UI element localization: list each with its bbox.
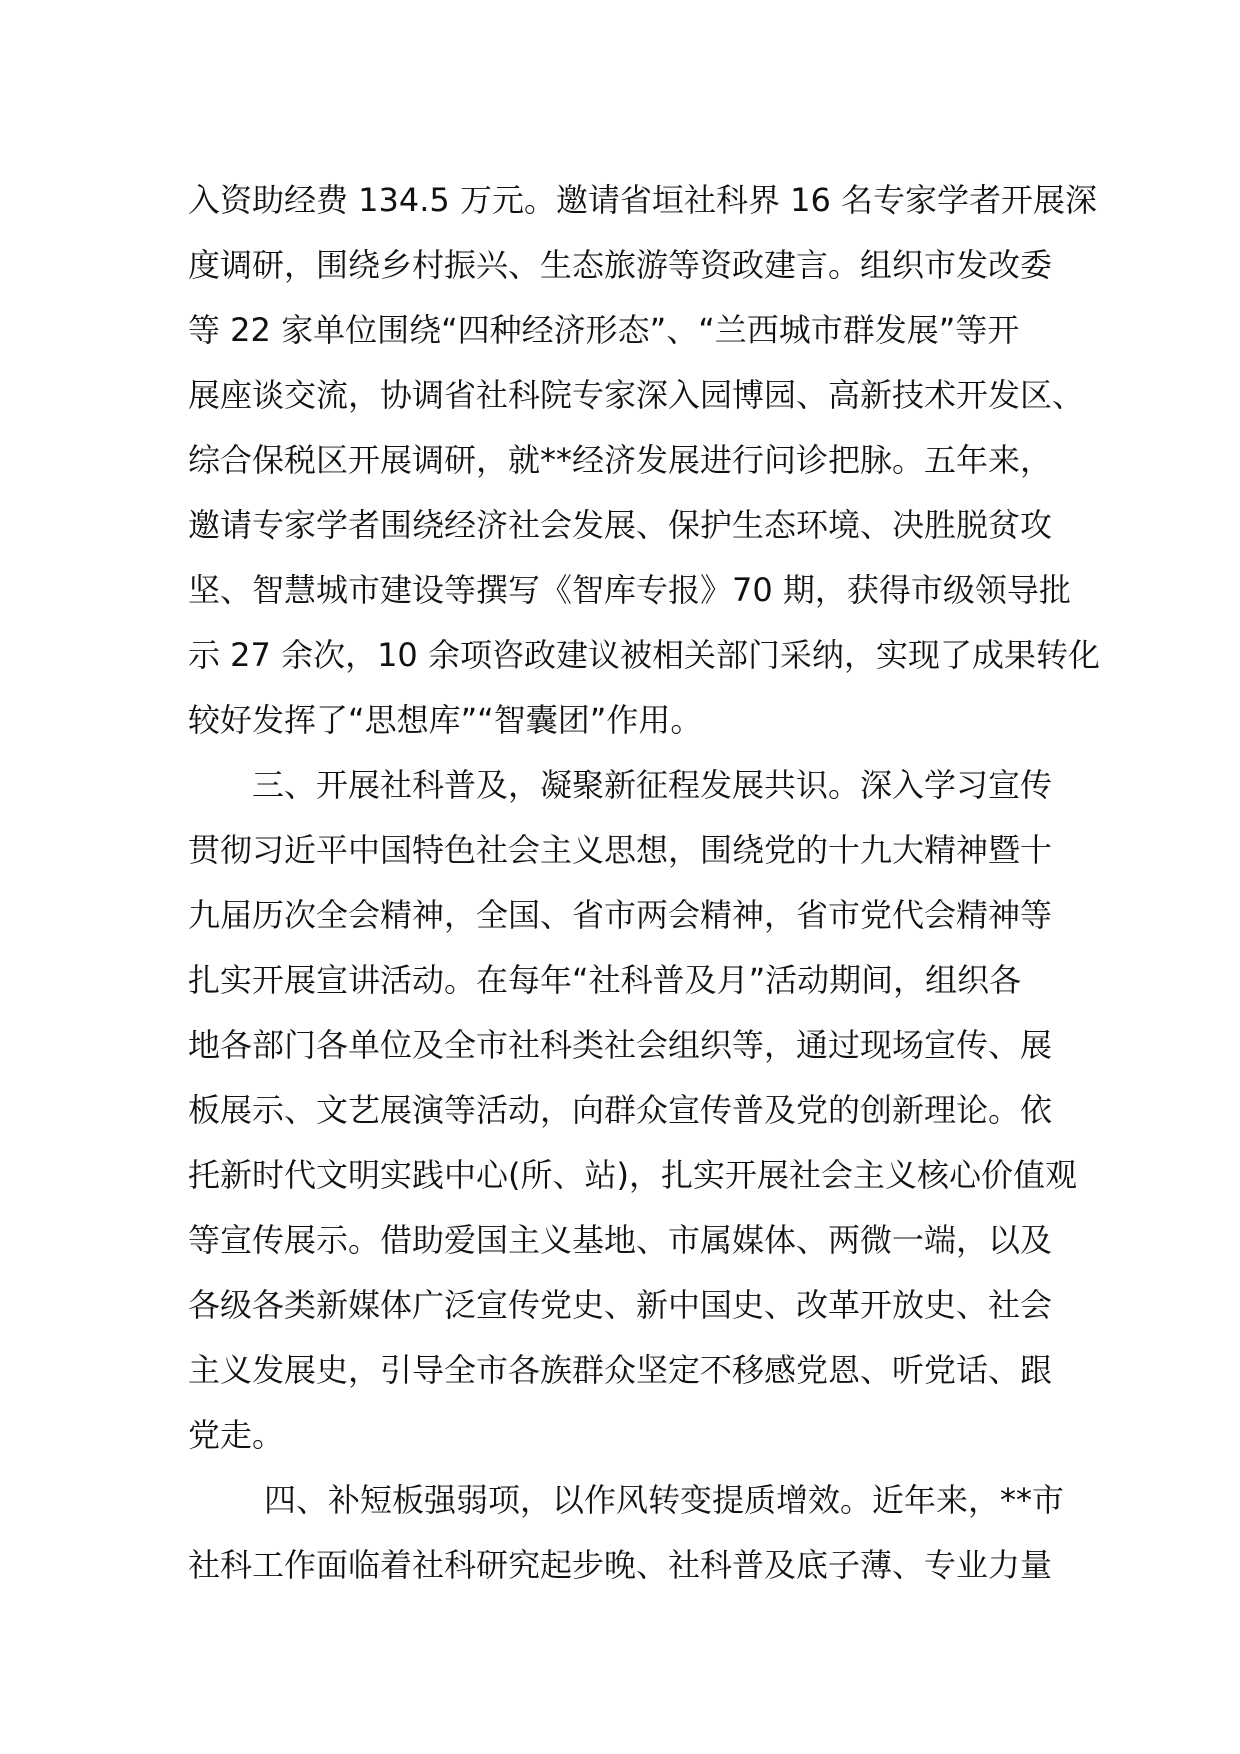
paragraph-line: 托新时代文明实践中心(所、站)，扎实开展社会主义核心价值观	[188, 1156, 1077, 1194]
paragraph-line: 九届历次全会精神，全国、省市两会精神，省市党代会精神等	[188, 896, 1053, 934]
document-body	[188, 168, 1100, 1598]
paragraph-line: 展座谈交流，协调省社科院专家深入园博园、高新技术开发区、	[188, 376, 1085, 414]
paragraph-line: 综合保税区开展调研，就**经济发展进行问诊把脉。五年来，	[188, 441, 1053, 479]
paragraph-line: 主义发展史，引导全市各族群众坚定不移感党恩、听党话、跟	[188, 1351, 1053, 1389]
section-heading-line: 四、补短板强弱项，以作风转变提质增效。近年来，**市	[264, 1481, 1065, 1519]
paragraph-line: 坚、智慧城市建设等撰写《智库专报》70 期，获得市级领导批	[188, 571, 1071, 609]
paragraph-line: 各级各类新媒体广泛宣传党史、新中国史、改革开放史、社会	[188, 1286, 1053, 1324]
paragraph-line: 等宣传展示。借助爱国主义基地、市属媒体、两微一端，以及	[188, 1221, 1053, 1259]
paragraph-line: 较好发挥了“思想库”“智囊团”作用。	[188, 701, 703, 739]
paragraph-line: 板展示、文艺展演等活动，向群众宣传普及党的创新理论。依	[188, 1091, 1053, 1129]
paragraph-line: 邀请专家学者围绕经济社会发展、保护生态环境、决胜脱贫攻	[188, 506, 1053, 544]
paragraph-line: 贯彻习近平中国特色社会主义思想，围绕党的十九大精神暨十	[188, 831, 1053, 869]
paragraph-line: 入资助经费 134.5 万元。邀请省垣社科界 16 名专家学者开展深	[188, 181, 1098, 219]
paragraph-line: 度调研，围绕乡村振兴、生态旅游等资政建言。组织市发改委	[188, 246, 1053, 284]
section-heading-line: 三、开展社科普及，凝聚新征程发展共识。深入学习宣传	[252, 766, 1053, 804]
paragraph-line: 示 27 余次，10 余项咨政建议被相关部门采纳，实现了成果转化	[188, 636, 1100, 674]
paragraph-line: 扎实开展宣讲活动。在每年“社科普及月”活动期间，组织各	[188, 961, 1022, 999]
paragraph-line: 社科工作面临着社科研究起步晚、社科普及底子薄、专业力量	[188, 1546, 1053, 1584]
paragraph-line: 地各部门各单位及全市社科类社会组织等，通过现场宣传、展	[188, 1026, 1053, 1064]
paragraph-line: 党走。	[188, 1416, 285, 1454]
paragraph-line: 等 22 家单位围绕“四种经济形态”、“兰西城市群发展”等开	[188, 311, 1020, 349]
